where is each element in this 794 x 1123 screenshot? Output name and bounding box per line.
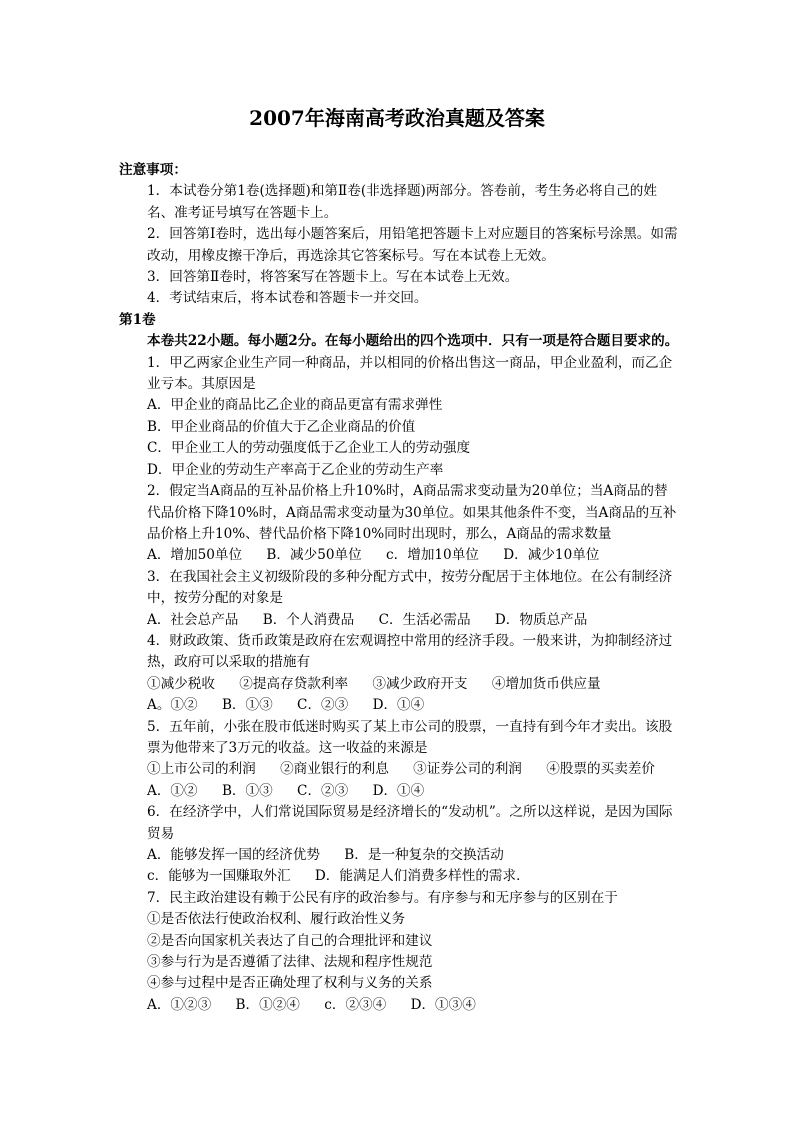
question-4-stem: 4．财政政策、货币政策是政府在宏观调控中常用的经济手段。一般来讲，为抑制经济过热，政府可以采取的措施有 (147, 632, 673, 671)
page-title: 2007年海南高考政治真题及答案 (249, 106, 545, 130)
question-4-statement-2: ②提高存贷款利率 (239, 675, 349, 692)
question-6-option-c: c．能够为一国赚取外汇 (147, 868, 291, 885)
question-1-option-d: D．甲企业的劳动生产率高于乙企业的劳动生产率 (147, 461, 444, 478)
question-4-option-b: B．①③ (221, 697, 273, 714)
question-7-stem: 7．民主政治建设有赖于公民有序的政治参与。有序参与和无序参与的区别在于 (147, 889, 618, 906)
question-7-statement-4: ④参与过程中是否正确处理了权利与义务的关系 (147, 975, 433, 992)
question-4-option-c: C．②③ (297, 697, 349, 714)
question-5-options (119, 781, 679, 802)
question-4-statement-3: ③减少政府开支 (372, 675, 468, 692)
question-7-statement-1: ①是否依法行使政治权利、履行政治性义务 (147, 911, 406, 928)
question-5-statement-1: ①上市公司的利润 (147, 761, 256, 778)
question-1-stem: 1．甲乙两家企业生产同一种商品，并以相同的价格出售这一商品，甲企业盈利，而乙企业亏本。其原因是 (147, 354, 673, 393)
question-4-options (119, 695, 679, 716)
question-2-option-c: c．增加10单位 (386, 547, 479, 564)
question-7-statement-3: ③参与行为是否遵循了法律、法规和程序性规范 (147, 954, 433, 971)
question-7-option-d: D．①③④ (410, 996, 476, 1013)
question-4-statement-4: ④增加货币供应量 (491, 675, 601, 692)
question-3-option-c: C．生活必需品 (378, 611, 471, 628)
question-3-option-b: B．个人消费品 (262, 611, 355, 628)
question-4-statement-1: ①减少税收 (147, 675, 215, 692)
question-5-option-a: A．①② (147, 782, 198, 799)
question-3-stem: 3．在我国社会主义初级阶段的多种分配方式中，按劳分配居于主体地位。在公有制经济中，按劳分配的对象是 (147, 568, 673, 607)
question-7-option-b: B．①②④ (235, 996, 300, 1013)
notice-item-2: 2．回答第Ⅰ卷时，选出每小题答案后，用铅笔把答题卡上对应题目的答案标号涂黑。如需改动，用橡皮擦干净后，再选涂其它答案标号。写在本试卷上无效。 (147, 226, 678, 264)
question-3-options (119, 610, 679, 631)
notice-item-4: 4．考试结束后，将本试卷和答题卡一并交回。 (147, 290, 428, 307)
question-6-options-row-2 (119, 866, 679, 887)
notice-item-3: 3．回答第Ⅱ卷时，将答案写在答题卡上。写在本试卷上无效。 (147, 269, 519, 286)
question-7-option-c: c．②③④ (324, 996, 387, 1013)
question-1-option-b: B．甲企业商品的价值大于乙企业商品的价值 (147, 418, 416, 435)
question-3-option-d: D．物质总产品 (494, 611, 588, 628)
question-5-statement-2: ②商业银行的利息 (280, 761, 389, 778)
question-5-option-b: B．①③ (221, 782, 273, 799)
question-2-option-a: A．增加50单位 (147, 547, 243, 564)
question-4-option-a: A。①② (147, 697, 198, 714)
question-7-options (119, 995, 679, 1016)
question-6-option-b: B．是一种复杂的交换活动 (344, 847, 504, 863)
question-5-statement-4: ④股票的买卖差价 (546, 761, 655, 778)
question-5-option-d: D．①④ (372, 782, 425, 799)
question-5-stem: 5．五年前，小张在股市低迷时购买了某上市公司的股票，一直持有到今年才卖出。该股票为他带来了3万元的收益。这一收益的来源是 (147, 718, 673, 756)
question-4-option-d: D．①④ (372, 697, 425, 714)
section-heading: 第1卷 (119, 311, 156, 328)
question-6-stem: 6．在经济学中，人们常说国际贸易是经济增长的“发动机”。之所以这样说，是因为国际贸易 (147, 804, 673, 842)
question-4-statements (119, 674, 679, 695)
notice-heading: 注意事项： (119, 162, 187, 178)
question-5-statements (119, 759, 679, 780)
question-2-option-b: B．减少50单位 (266, 547, 362, 564)
question-5-option-c: C．②③ (297, 782, 349, 799)
question-6-option-d: D．能满足人们消费多样性的需求． (314, 868, 530, 885)
question-1-option-c: C．甲企业工人的劳动强度低于乙企业工人的劳动强度 (147, 440, 471, 457)
question-7-statement-2: ②是否向国家机关表达了自己的合理批评和建议 (147, 932, 433, 949)
question-1-option-a: A．甲企业的商品比乙企业的商品更富有需求弹性 (147, 397, 443, 414)
question-6-options-row-1 (119, 845, 679, 866)
notice-item-1: 1．本试卷分第1卷(选择题)和第Ⅱ卷(非选择题)两部分。答卷前，考生务必将自己的姓名、准考证号填写在答题卡上。 (147, 183, 657, 221)
question-3-option-a: A．社会总产品 (147, 611, 239, 628)
question-2-option-d: D．减少10单位 (503, 547, 600, 564)
document-body (119, 160, 679, 1016)
question-5-statement-3: ③证券公司的利润 (413, 761, 522, 778)
question-2-stem: 2．假定当A商品的互补品价格上升10%时，A商品需求变动量为20单位；当A商品的替代品价格下降10%时，A商品需求变动量为30单位。如果其他条件不变，当A商品的互补品价格上升10%、替代品价格下降10%同时出现时，那么，A商品的需求数量 (147, 483, 677, 542)
section-intro: 本卷共22小题。每小题2分。在每小题给出的四个选项中．只有一项是符合题目要求的。 (147, 333, 679, 350)
question-2-options (119, 545, 679, 566)
question-7-option-a: A．①②③ (147, 996, 212, 1013)
question-6-option-a: A．能够发挥一国的经济优势 (147, 847, 320, 863)
